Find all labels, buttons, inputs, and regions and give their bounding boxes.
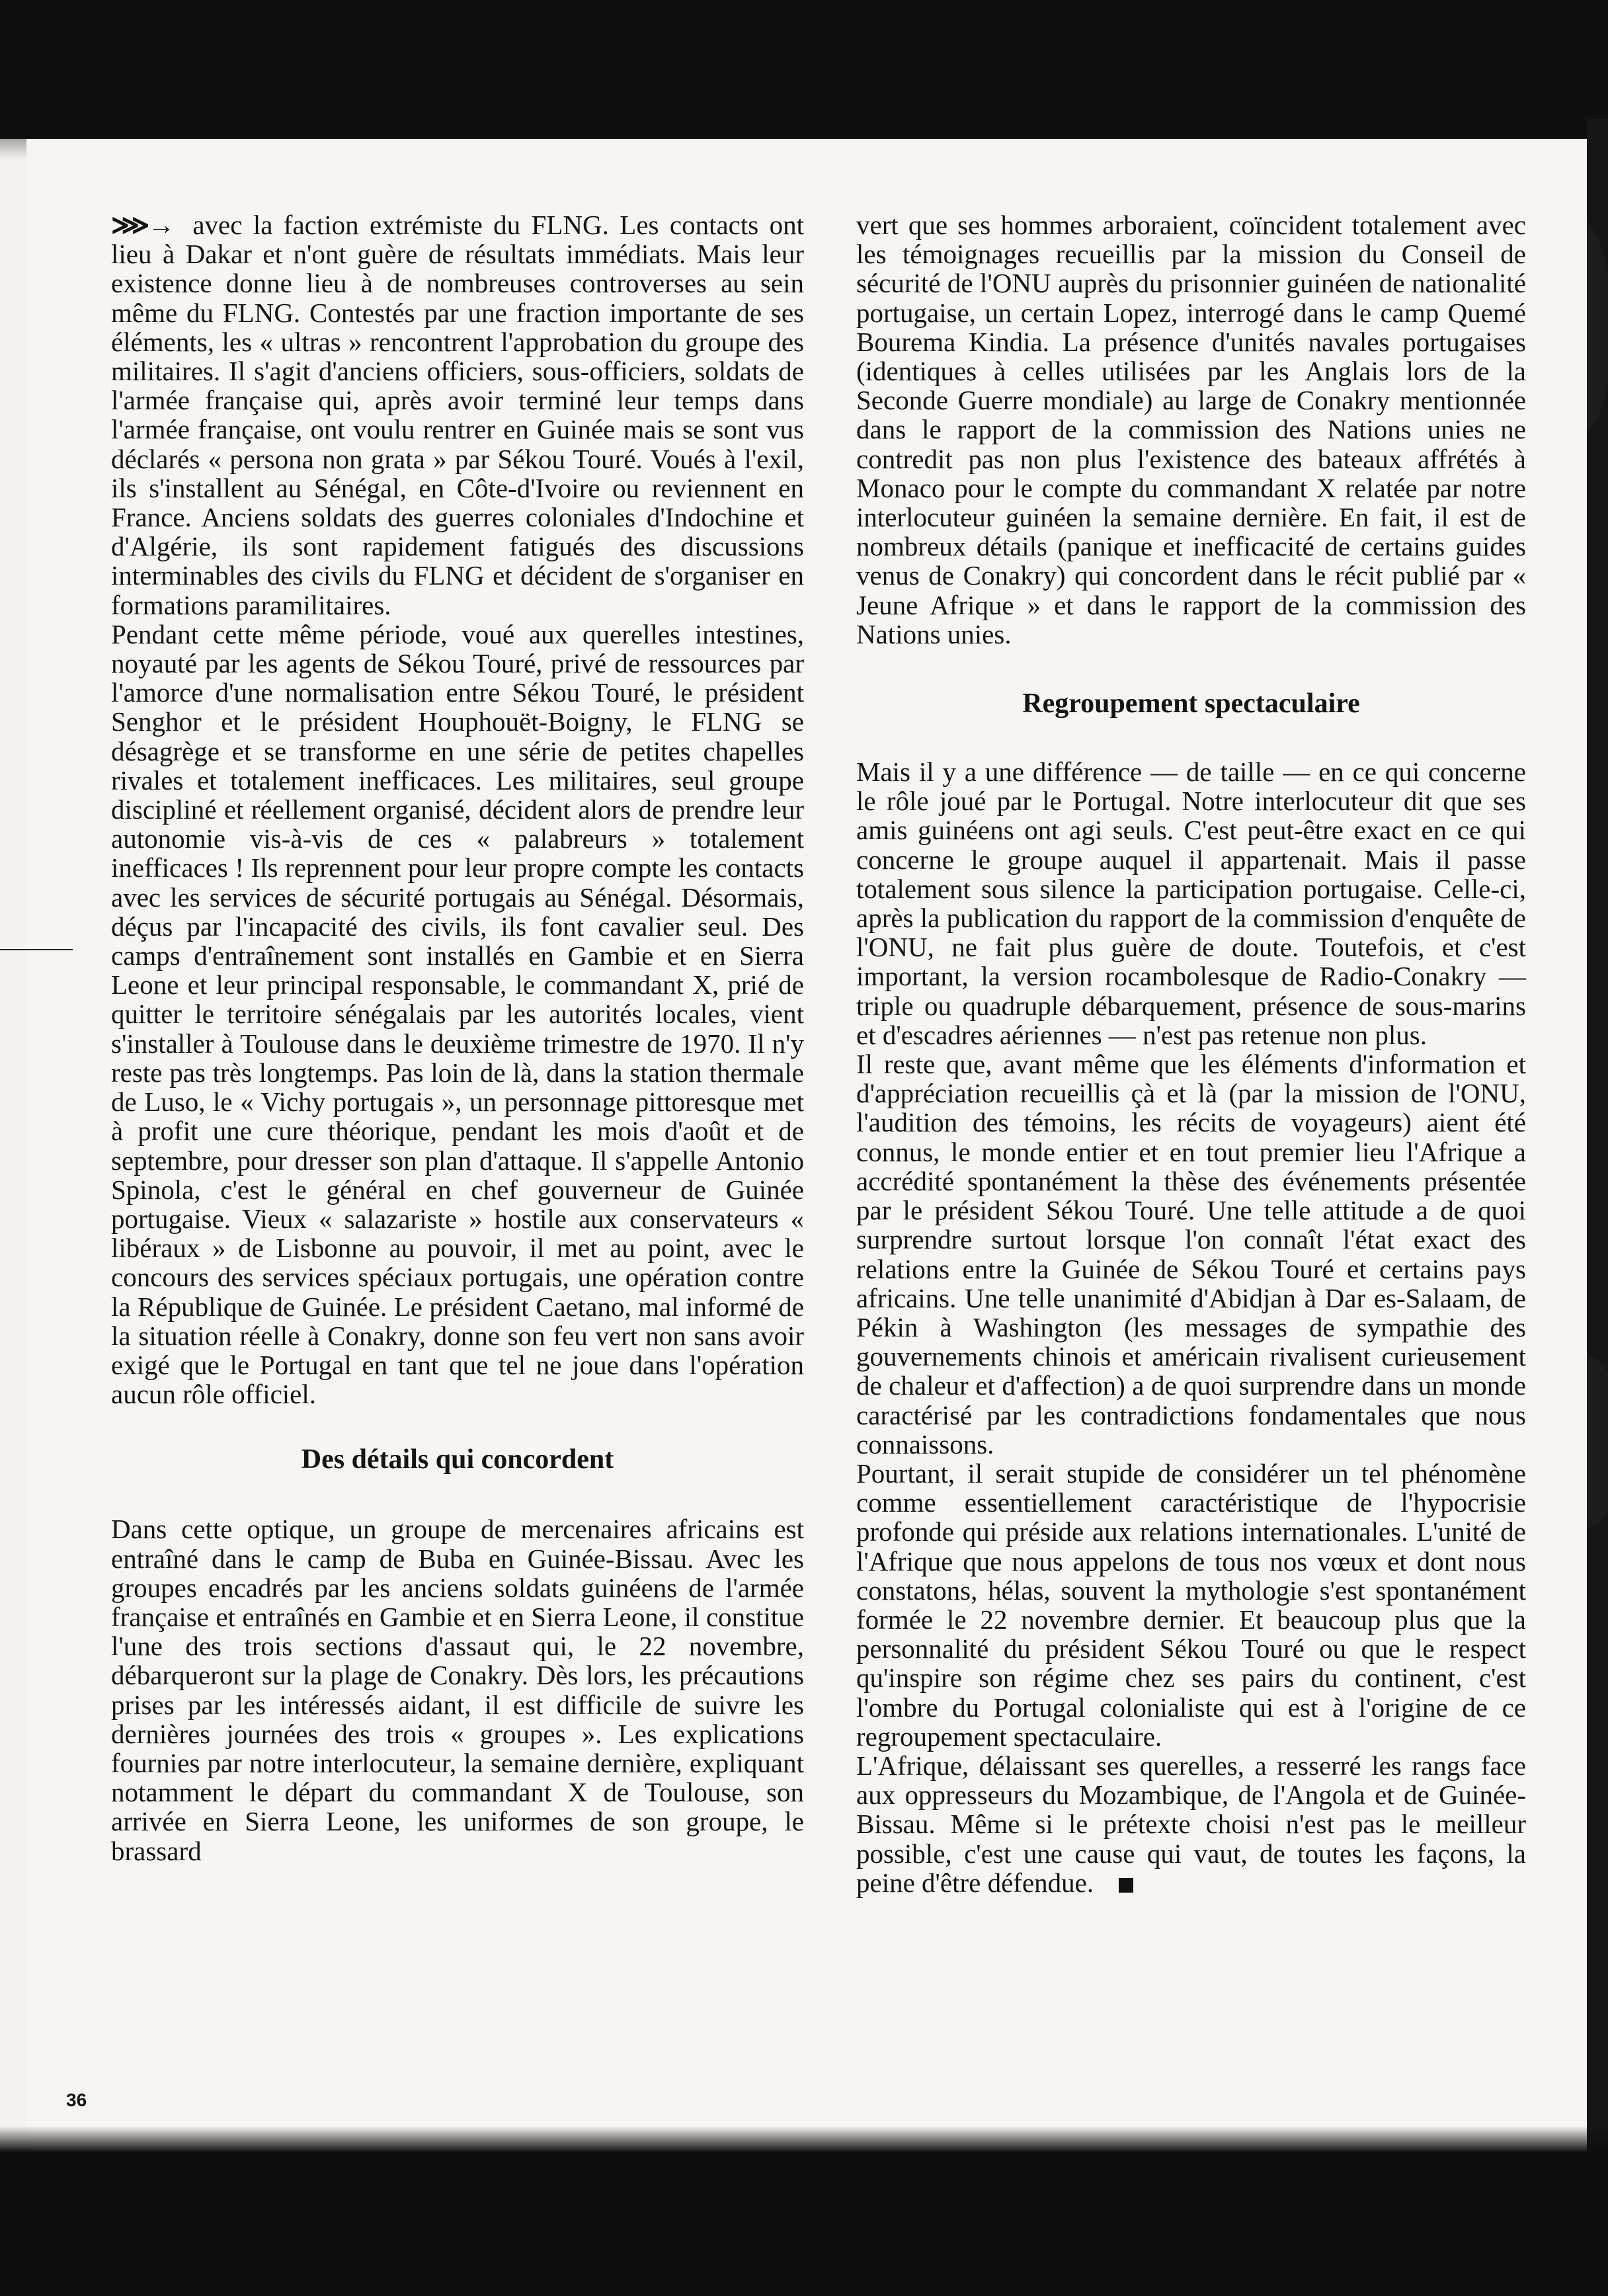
paragraph: vert que ses hommes arboraient, coïncident totalement avec les témoignages recueillis par la mission du Conseil de sécurité de l'ONU auprès du prisonnier guinéen de nationalité portugaise, un certain Lopez, interrogé dans le camp Quemé Bourema Kindia. La présence d'unités navales portugaises (identiques à celles utilisées par les Anglais lors de la Seconde Guerre mondiale) au large de Conakry mentionnée dans le rapport de la commission des Nations unies ne contredit pas non plus l'existence des bateaux affrétés à Monaco pour le compte du commandant X relatée par notre interlocuteur guinéen la semaine dernière. En fait, il est de nombreux détails (panique et inefficacité de certains guides venus de Conakry) qui concordent dans le récit publié par « Jeune Afrique » et dans le rapport de la commission des Nations unies.: [856, 210, 1526, 649]
paragraph: [111, 210, 804, 620]
left-column: [111, 210, 804, 1866]
magazine-page: [26, 139, 1587, 2152]
paragraph: [856, 1751, 1526, 1897]
paragraph: Mais il y a une différence — de taille — en ce qui concerne le rôle joué par le Portugal. Notre interlocuteur dit que ses amis guinéens ont agi seuls. C'est peut-être exact en ce qui concerne le groupe auquel il appartenait. Mais il passe totalement sous silence la participation portugaise. Celle-ci, après la publication du rapport de la commission d'enquête de l'ONU, ne fait plus guère de doute. Toutefois, et c'est important, la version rocambolesque de Radio-Conakry — triple ou quadruple débarquement, présence de sous-marins et d'escadres aériennes — n'est pas retenue non plus.: [856, 757, 1526, 1050]
end-of-article-icon: [1119, 1878, 1133, 1893]
paragraph: Dans cette optique, un groupe de mercenaires africains est entraîné dans le camp de Buba en Guinée-Bissau. Avec les groupes encadrés par les anciens soldats guinéens de l'armée française et entraînés en Gambie et en Sierra Leone, il constitue l'une des trois sections d'assaut qui, le 22 novembre, débarqueront sur la plage de Conakry. Dès lors, les précautions prises par les intéressés aidant, il est difficile de suivre les dernières journées des trois « groupes ». Les explications fournies par notre interlocuteur, la semaine dernière, expliquant notamment le départ du commandant X de Toulouse, son arrivée en Sierra Leone, les uniformes de son groupe, le brassard: [111, 1514, 804, 1866]
right-column: [856, 210, 1526, 1897]
paragraph-text: L'Afrique, délaissant ses querelles, a resserré les rangs face aux oppresseurs du Mozambique, de l'Angola et de Guinée-Bissau. Même si le prétexte choisi n'est pas le meilleur possible, c'est une cause qui vaut, de toutes les façons, la peine d'être défendue.: [856, 1750, 1526, 1898]
section-heading: Des détails qui concordent: [301, 1444, 614, 1475]
paragraph: Pendant cette même période, voué aux querelles intestines, noyauté par les agents de Sékou Touré, privé de ressources par l'amorce d'une normalisation entre Sékou Touré, le président Senghor et le président Houphouët-Boigny, le FLNG se désagrège et se transforme en une série de petites chapelles rivales et totalement inefficaces. Les militaires, seul groupe discipliné et réellement organisé, décident alors de prendre leur autonomie vis-à-vis de ces « palabreurs » totalement inefficaces ! Ils reprennent pour leur propre compte les contacts avec les services de sécurité portugais au Sénégal. Désormais, déçus par l'incapacité des civils, ils font cavalier seul. Des camps d'entraînement sont installés en Gambie et en Sierra Leone et leur principal responsable, le commandant X, prié de quitter le territoire sénégalais par les autorités locales, vient s'installer à Toulouse dans le deuxième trimestre de 1970. Il n'y reste pas très longtemps. Pas loin de là, dans la station thermale de Luso, le « Vichy portugais », un personnage pittoresque met à profit une cure théorique, pendant les mois d'août et de septembre, pour dresser son plan d'attaque. Il s'appelle Antonio Spinola, c'est le général en chef gouverneur de Guinée portugaise. Vieux « salazariste » hostile aux conservateurs « libéraux » de Lisbonne au pouvoir, il met au point, avec le concours des services spéciaux portugais, une opération contre la République de Guinée. Le président Caetano, mal informé de la situation réelle à Conakry, donne son feu vert non sans avoir exigé que le Portugal en tant que tel ne joue dans l'opération aucun rôle officiel.: [111, 618, 804, 1410]
paragraph-text: avec la faction extrémiste du FLNG. Les contacts ont lieu à Dakar et n'ont guère de résultats immédiats. Mais leur existence donne lieu à de nombreuses controverses au sein même du FLNG. Contestés par une fraction importante de ses éléments, les « ultras » rencontrent l'approbation du groupe des militaires. Il s'agit d'anciens officiers, sous-officiers, soldats de l'armée française qui, après avoir terminé leur temps dans l'armée française, ont voulu rentrer en Guinée mais se sont vus déclarés « persona non grata » par Sékou Touré. Voués à l'exil, ils s'installent au Sénégal, en Côte-d'Ivoire ou reviennent en France. Anciens soldats des guerres coloniales d'Indochine et d'Algérie, ils sont rapidement fatigués des discussions interminables des civils du FLNG et décident de s'organiser en formations paramilitaires.: [111, 210, 804, 620]
scan-top-border: [0, 0, 1608, 139]
paragraph: Pourtant, il serait stupide de considérer un tel phénomène comme essentiellement caractéristique de l'hypocrisie profonde qui préside aux relations internationales. L'unité de l'Afrique que nous appelons de tous nos vœux et dont nous constatons, hélas, souvent la mythologie s'est spontanément formée le 22 novembre dernier. Et beaucoup plus que la personnalité du président Sékou Touré ou que le respect qu'inspire son régime chez ses pairs du continent, c'est l'ombre du Portugal colonialiste qui est à l'origine de ce regroupement spectaculaire.: [856, 1457, 1526, 1752]
margin-rule: [0, 949, 73, 950]
continuation-arrow-icon: ⋙→: [111, 210, 173, 240]
page-number: 36: [66, 2090, 87, 2110]
scan-bottom-border: [0, 2152, 1608, 2296]
paragraph: Il reste que, avant même que les éléments d'information et d'appréciation recueillis çà et là (par la mission de l'ONU, l'audition des témoins, les récits de voyageurs) aient été connus, le monde entier et en tout premier lieu l'Afrique a accrédité spontanément la thèse des événements présentée par le président Sékou Touré. Une telle attitude a de quoi surprendre surtout lorsque l'on connaît l'état exact des relations entre la Guinée de Sékou Touré et certains pays africains. Une telle unanimité d'Abidjan à Dar es-Salaam, de Pékin à Washington (les messages de sympathie des gouvernements chinois et américain rivalisent curieusement de chaleur et d'affection) a de quoi surprendre dans un monde caractérisé par les contradictions fondamentales que nous connaissons.: [856, 1049, 1526, 1459]
section-heading: Regroupement spectaculaire: [1022, 688, 1360, 719]
